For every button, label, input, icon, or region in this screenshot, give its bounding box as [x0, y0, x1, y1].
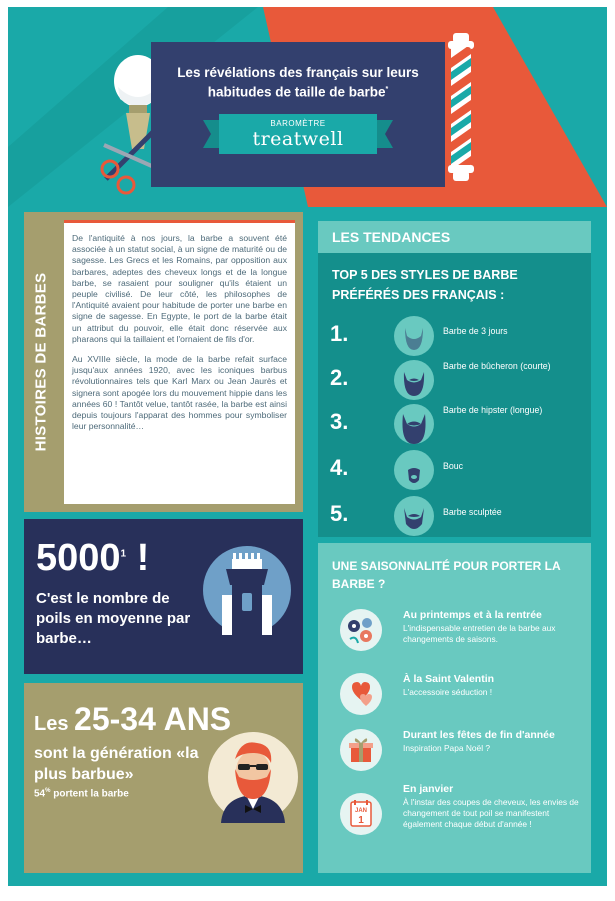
season-text: L'accessoire séduction !	[403, 687, 493, 697]
calendar-day: 1	[358, 815, 364, 826]
generation-headline: Les 25-34 ANS	[34, 701, 232, 737]
sculpted-beard-icon	[394, 496, 434, 536]
histoires-paragraph: Au XVIIIe siècle, la mode de la barbe refait surface jusqu'aux années 1920, avec les iconiques barbus révolutionnaires tels que Karl Marx ou Jean Jaurès et signera sont apogée lors du mouvement hippie dans les années 60 ! Tantôt velue, tantôt rasée, la barbe est ainsi depuis toujours l'apparat des hommes pour symboliser leur personnalité…	[72, 354, 287, 432]
season-text: Inspiration Papa Noël ?	[403, 743, 491, 753]
season-text: À l'instar des coupes de cheveux, les envies de changement de tout poil se manifestent également chaque début d'année !	[403, 797, 579, 830]
season-title: À la Saint Valentin	[403, 673, 495, 685]
calendar-month: JAN	[354, 808, 368, 814]
season-item	[403, 673, 585, 698]
goatee-icon	[394, 450, 434, 490]
generation-section	[24, 683, 303, 873]
short-lumberjack-beard-icon	[394, 360, 434, 400]
histoires-label: HISTOIRES DE BARBES	[32, 272, 50, 452]
beard-style-label: Barbe sculptée	[443, 507, 502, 517]
rank-number: 2.	[330, 365, 349, 390]
histoires-section	[24, 212, 303, 512]
gift-icon	[340, 729, 382, 771]
hearts-icon	[340, 673, 382, 715]
beard-style-label: Barbe de 3 jours	[443, 326, 508, 336]
list-item	[318, 493, 591, 539]
hair-count-section	[24, 519, 303, 674]
list-item	[318, 357, 591, 403]
rank-number: 3.	[330, 409, 349, 434]
rank-number: 4.	[330, 455, 349, 480]
hair-clipper-icon	[202, 545, 292, 635]
title-box	[151, 42, 445, 187]
flowers-icon	[340, 609, 382, 651]
beard-style-label: Barbe de hipster (longue)	[443, 405, 543, 415]
tendances-header: LES TENDANCES	[318, 221, 591, 253]
calendar-icon	[340, 793, 382, 835]
rank-number: 1.	[330, 321, 349, 346]
season-item	[403, 783, 585, 831]
long-hipster-beard-icon	[394, 404, 434, 444]
generation-percent: 54% portent la barbe	[34, 788, 129, 800]
beard-style-label: Bouc	[443, 461, 464, 471]
saison-section	[318, 543, 591, 873]
infographic	[8, 7, 607, 886]
season-item	[403, 729, 585, 754]
top5-title: TOP 5 DES STYLES DE BARBE PRÉFÉRÉS DES FRANÇAIS :	[332, 268, 518, 302]
top5-section	[318, 253, 591, 537]
season-title: Durant les fêtes de fin d'année	[403, 729, 555, 741]
hair-count-text: C'est le nombre de poils en moyenne par barbe…	[36, 590, 191, 647]
list-item	[318, 401, 591, 447]
brand-logo: treatwell	[252, 128, 344, 150]
barometer-label: BAROMÈTRE	[270, 119, 326, 128]
generation-text: sont la génération «la plus barbue»	[34, 745, 199, 783]
histoires-text	[64, 220, 295, 504]
season-text: L'indispensable entretien de la barbe aux changements de saisons.	[403, 623, 556, 645]
bearded-man-icon	[207, 731, 299, 823]
barber-pole-icon	[444, 33, 478, 181]
season-title: En janvier	[403, 783, 454, 795]
beard-style-label: Barbe de bûcheron (courte)	[443, 361, 551, 371]
season-item	[403, 609, 585, 645]
brand-ribbon	[219, 114, 377, 154]
hair-count-number: 5000$^1$ !	[36, 537, 150, 579]
rank-number: 5.	[330, 501, 349, 526]
histoires-paragraph: De l'antiquité à nos jours, la barbe a souvent été associée à un statut social, à un signe de maturité ou de sagesse. Les Grecs et les Romains, par opposition aux barbares, adeptes des cheveux longs et de la longue barbe, se rasaient pour souligner qu'ils étaient un peuple civilisé. De leur côté, les philosophes de l'Antiquité avaient pour habitude de porter une barbe en signe de sagesse. En Egypte, le port de la barbe était un attribut du pouvoir, elle était donc réservée aux pharaons qui la taillaient et l'ornaient de fils d'or.	[72, 233, 287, 344]
list-item	[318, 447, 591, 493]
list-item	[318, 313, 591, 359]
saison-title: UNE SAISONNALITÉ POUR PORTER LA BARBE ?	[332, 559, 561, 591]
stubble-beard-icon	[394, 316, 434, 356]
season-title: Au printemps et à la rentrée	[403, 609, 542, 621]
page-title: Les révélations des français sur leurs habitudes de taille de barbe*	[177, 65, 419, 100]
